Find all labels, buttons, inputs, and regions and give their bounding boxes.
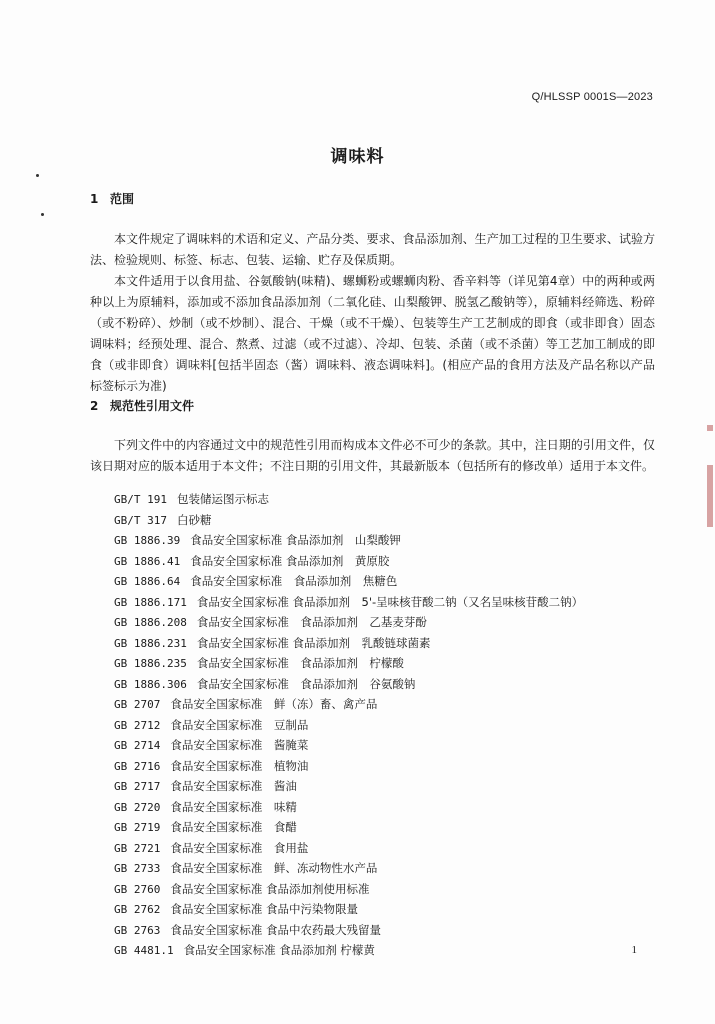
list-item bbox=[114, 653, 583, 674]
reference-title: 食品安全国家标准 食品添加剂 柠檬黄 bbox=[183, 943, 375, 957]
section-title: 规范性引用文件 bbox=[110, 399, 195, 413]
page-title: 调味料 bbox=[330, 147, 385, 167]
list-item bbox=[114, 551, 583, 572]
reference-code: GB 4481.1 bbox=[114, 944, 174, 957]
scan-edge-mark bbox=[707, 425, 713, 431]
reference-title: 食品安全国家标准 食品添加剂 乙基麦芽酚 bbox=[196, 615, 427, 629]
list-item bbox=[114, 592, 583, 613]
reference-code: GB 2717 bbox=[114, 780, 161, 793]
reference-title: 食品安全国家标准 食醋 bbox=[170, 820, 297, 834]
reference-title: 食品安全国家标准 植物油 bbox=[170, 758, 309, 773]
list-item bbox=[114, 735, 583, 756]
reference-code: GB 1886.171 bbox=[114, 595, 187, 609]
reference-code: GB 1886.235 bbox=[114, 657, 187, 670]
references-intro-paragraph: 下列文件中的内容通过文中的规范性引用而构成本文件必不可少的条款。其中，注日期的引用文件，仅该日期对应的版本适用于本文件；不注日期的引用文件，其最新版本（包括所有的修改单）适用于本文件。 bbox=[90, 438, 655, 473]
section-number: 1 bbox=[90, 192, 99, 206]
reference-code: GB 2716 bbox=[114, 759, 161, 773]
reference-code: GB 1886.231 bbox=[114, 636, 187, 650]
list-item bbox=[114, 489, 583, 510]
reference-code: GB 2762 bbox=[114, 903, 161, 916]
scan-speck bbox=[36, 174, 39, 177]
list-item bbox=[114, 838, 583, 859]
list-item bbox=[114, 510, 583, 531]
reference-title: 食品安全国家标准 酱腌菜 bbox=[170, 738, 309, 752]
list-item bbox=[114, 694, 583, 715]
reference-title: 食品安全国家标准 豆制品 bbox=[170, 717, 309, 732]
reference-title: 食品安全国家标准 食品中污染物限量 bbox=[170, 902, 359, 916]
reference-title: 食品安全国家标准 味精 bbox=[170, 799, 297, 814]
reference-code: GB 2733 bbox=[114, 862, 161, 875]
reference-code: GB 1886.208 bbox=[114, 616, 187, 629]
scope-paragraph-2: 本文件适用于以食用盐、谷氨酸钠(味精)、螺蛳粉或螺蛳肉粉、香辛料等（详见第4章）中的两种或两种以上为原辅料，添加或不添加食品添加剂（二氧化硅、山梨酸钾、脱氢乙酸钠等），原辅料经筛选、粉碎（或不粉碎）、炒制（或不炒制）、混合、干燥（或不干燥）、包装等生产工艺制成的即食（或非即食）固态调味料；经预处理、混合、熬煮、过滤（或不过滤）、冷却、包装、杀菌（或不杀菌）等工艺加工制成的即食（或非即食）调味料[包括半固态（酱）调味料、液态调味料]。(相应产品的食用方法及产品名称以产品标签标示为准) bbox=[90, 274, 655, 393]
list-item bbox=[114, 817, 583, 838]
reference-title: 包装储运图示标志 bbox=[176, 492, 269, 506]
reference-code: GB 2719 bbox=[114, 821, 161, 834]
reference-title: 食品安全国家标准 食品添加剂 山梨酸钾 bbox=[190, 533, 401, 547]
reference-title: 食品安全国家标准 食品添加剂 乳酸链球菌素 bbox=[196, 635, 431, 650]
reference-title: 食品安全国家标准 鲜、冻动物性水产品 bbox=[170, 861, 378, 875]
reference-code: GB 2763 bbox=[114, 923, 161, 937]
list-item bbox=[114, 571, 583, 592]
list-item bbox=[114, 940, 583, 961]
reference-code: GB/T 317 bbox=[114, 513, 167, 527]
reference-code: GB 1886.64 bbox=[114, 575, 181, 588]
list-item bbox=[114, 530, 583, 551]
list-item bbox=[114, 674, 583, 695]
reference-title: 食品安全国家标准 酱油 bbox=[170, 779, 297, 793]
reference-code: GB 2714 bbox=[114, 739, 161, 752]
reference-title: 食品安全国家标准 食品中农药最大残留量 bbox=[170, 922, 382, 937]
section-title: 范围 bbox=[110, 192, 135, 206]
reference-code: GB 1886.41 bbox=[114, 554, 181, 568]
section-heading-normative-references bbox=[90, 397, 194, 414]
reference-code: GB/T 191 bbox=[114, 493, 167, 506]
list-item bbox=[114, 633, 583, 654]
reference-title: 食品安全国家标准 鲜（冻）畜、禽产品 bbox=[170, 697, 378, 711]
list-item bbox=[114, 776, 583, 797]
reference-title: 食品安全国家标准 食用盐 bbox=[170, 840, 309, 855]
list-item bbox=[114, 715, 583, 736]
reference-title: 食品安全国家标准 食品添加剂 黄原胶 bbox=[190, 553, 390, 568]
section-number: 2 bbox=[90, 399, 99, 413]
reference-title: 食品安全国家标准 食品添加剂 谷氨酸钠 bbox=[196, 676, 416, 691]
reference-code: GB 2760 bbox=[114, 882, 161, 896]
document-code: Q/HLSSP 0001S—2023 bbox=[531, 91, 653, 103]
section-heading-scope bbox=[90, 190, 134, 207]
list-item bbox=[114, 920, 583, 941]
list-item bbox=[114, 797, 583, 818]
reference-code: GB 2712 bbox=[114, 718, 161, 732]
list-item bbox=[114, 858, 583, 879]
reference-title: 食品安全国家标准 食品添加剂 焦糖色 bbox=[190, 574, 398, 588]
reference-code: GB 2721 bbox=[114, 841, 161, 855]
list-item bbox=[114, 899, 583, 920]
list-item bbox=[114, 756, 583, 777]
reference-title: 食品安全国家标准 食品添加剂 柠檬酸 bbox=[196, 656, 404, 670]
reference-title: 食品安全国家标准 食品添加剂 5'-呈味核苷酸二钠（又名呈味核苷酸二钠） bbox=[196, 594, 584, 609]
reference-code: GB 1886.306 bbox=[114, 677, 187, 691]
scan-edge-mark bbox=[707, 465, 713, 527]
page-number: 1 bbox=[631, 944, 637, 956]
reference-list bbox=[114, 489, 583, 961]
reference-code: GB 2720 bbox=[114, 800, 161, 814]
reference-title: 白砂糖 bbox=[176, 512, 212, 527]
reference-code: GB 1886.39 bbox=[114, 534, 181, 547]
reference-title: 食品安全国家标准 食品添加剂使用标准 bbox=[170, 881, 370, 896]
reference-code: GB 2707 bbox=[114, 698, 161, 711]
scan-speck bbox=[41, 213, 44, 216]
list-item bbox=[114, 612, 583, 633]
scope-paragraph-1: 本文件规定了调味料的术语和定义、产品分类、要求、食品添加剂、生产加工过程的卫生要求、试验方法、检验规则、标签、标志、包装、运输、贮存及保质期。 bbox=[90, 232, 655, 267]
list-item bbox=[114, 879, 583, 900]
